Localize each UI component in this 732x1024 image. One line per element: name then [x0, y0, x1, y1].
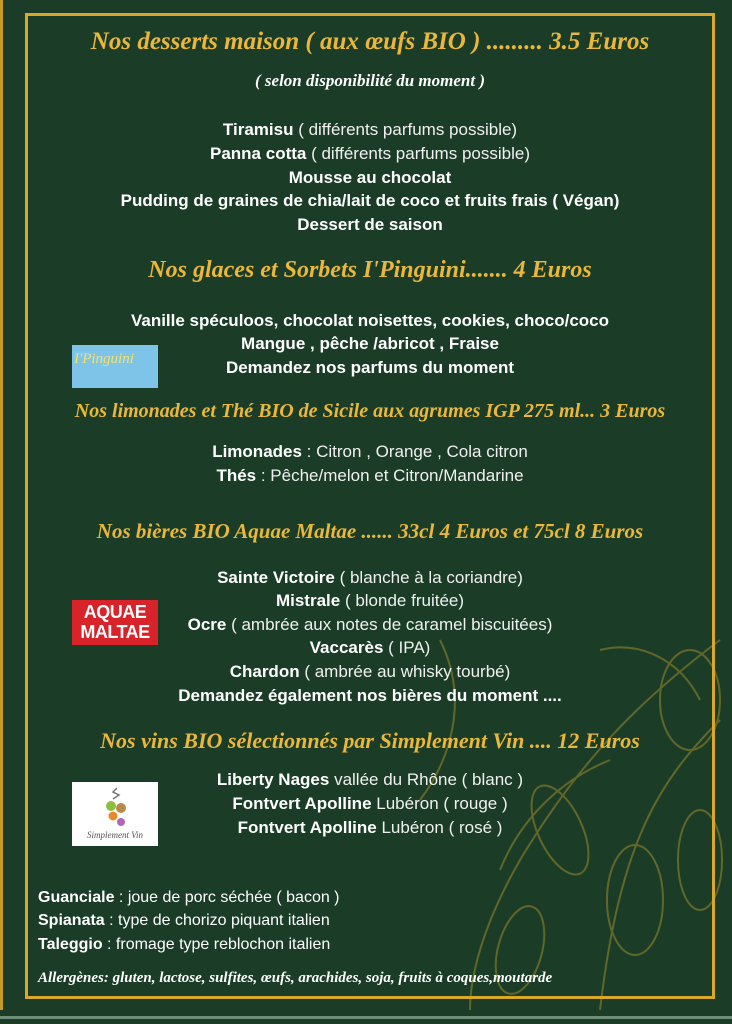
glossary-note: Spianata : type de chorizo piquant italien [38, 912, 330, 929]
menu-item: Vaccarès ( IPA) [309, 638, 431, 657]
menu-item: Mistrale ( blonde fruitée) [275, 591, 465, 610]
menu-item: Demandez nos parfums du moment [225, 358, 515, 377]
aquae-maltae-logo: AQUAE MALTAE [72, 600, 158, 645]
wine-heading: Nos vins BIO sélectionnés par Simplement Vin .... 12 Euros [100, 728, 640, 753]
menu-item: Tiramisu ( différents parfums possible) [222, 120, 518, 139]
beer-heading: Nos bières BIO Aquae Maltae ...... 33cl 4 Euros et 75cl 8 Euros [96, 519, 644, 543]
pinguini-logo: I'Pinguini [72, 345, 158, 388]
menu-item: Fontvert Apolline Lubéron ( rouge ) [232, 794, 508, 813]
simplement-vin-logo: Simplement Vin [72, 782, 158, 846]
menu-item: Thés : Pêche/melon et Citron/Mandarine [216, 466, 524, 485]
menu-item: Fontvert Apolline Lubéron ( rosé ) [237, 818, 503, 837]
menu-item: Panna cotta ( différents parfums possible) [210, 144, 530, 163]
bottom-edge-line [0, 1016, 732, 1019]
menu-item: Limonades : Citron , Orange , Cola citron [212, 442, 528, 461]
menu-item: Pudding de graines de chia/lait de coco et fruits frais ( Végan) [120, 191, 620, 210]
menu-item: Mangue , pêche /abricot , Fraise [241, 334, 499, 353]
allergens-note: Allergènes: gluten, lactose, sulfites, œufs, arachides, soja, fruits à coques,moutarde [38, 970, 553, 986]
menu-item: Dessert de saison [297, 215, 443, 234]
glossary-note: Guanciale : joue de porc séchée ( bacon ) [38, 889, 340, 906]
menu-item: Mousse au chocolat [288, 168, 452, 187]
ice-cream-heading: Nos glaces et Sorbets I'Pinguini....... 4 Euros [148, 257, 592, 283]
menu-item: Vanille spéculoos, chocolat noisettes, cookies, choco/coco [130, 311, 610, 330]
menu-item: Chardon ( ambrée au whisky tourbé) [229, 662, 511, 681]
menu-item: Sainte Victoire ( blanche à la coriandre) [217, 568, 523, 587]
menu-item: Liberty Nages vallée du Rhône ( blanc ) [216, 770, 524, 789]
lemonade-heading: Nos limonades et Thé BIO de Sicile aux agrumes IGP 275 ml... 3 Euros [74, 400, 666, 422]
glossary-note: Taleggio : fromage type reblochon italien [38, 936, 331, 953]
desserts-heading: Nos desserts maison ( aux œufs BIO ) ......... 3.5 Euros [90, 28, 650, 55]
desserts-subtitle: ( selon disponibilité du moment ) [255, 71, 485, 90]
menu-item: Ocre ( ambrée aux notes de caramel biscuitées) [187, 615, 553, 634]
menu-item: Demandez également nos bières du moment .... [178, 686, 562, 705]
